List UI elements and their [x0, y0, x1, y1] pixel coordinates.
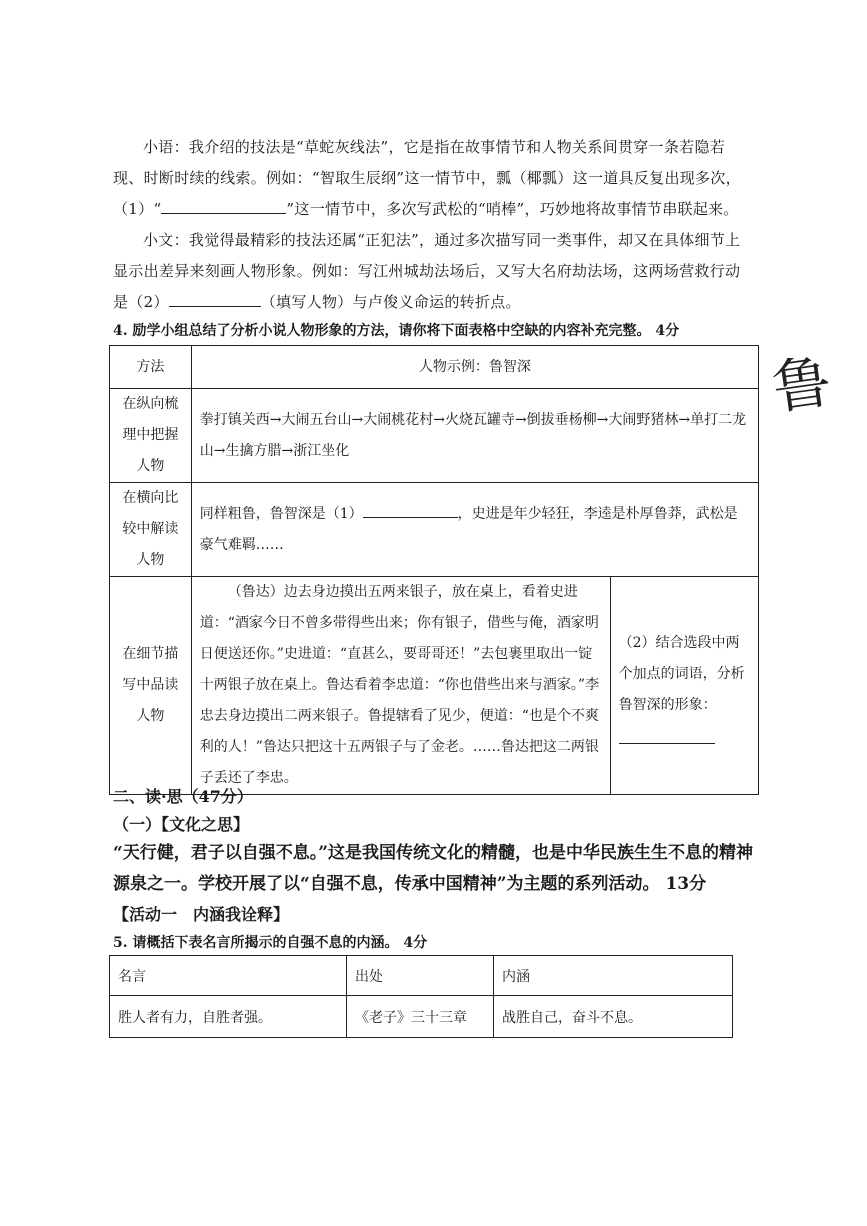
method-table: [109, 345, 759, 795]
row2-text-1: 同样粗鲁，鲁智深是（1）: [199, 505, 363, 522]
answer-blank-2[interactable]: [169, 288, 261, 307]
answer-blank-4[interactable]: [619, 725, 715, 744]
row3-question-cell: [610, 577, 758, 795]
section-title: 二、读·思（47分）: [113, 787, 253, 806]
row3-passage: （鲁达）边去身边摸出五两来银子，放在桌上，看着史进道：“酒家今日不曾多带得些出来；你有银子，借些与俺，酒家明日便送还你。”史进道：“直甚么，要哥哥还！”去包裹里取出一锭十两银子放在桌上。鲁达看着李忠道：“你也借些出来与酒家。”李忠去身边摸出二两来银子。鲁提辖看了见少，便道：“也是个不爽利的人！”鲁达只把这十五两银子与了金老。……鲁达把这二两银子丢还了李忠。: [191, 577, 610, 795]
speaker-xiaoyu: 小语：: [143, 138, 189, 156]
intro-paragraph: “天行健，君子以自强不息。”这是我国传统文化的精髓，也是中华民族生生不息的精神源泉之一。学校开展了以“自强不息，传承中国精神”为主题的系列活动。 13分: [113, 843, 754, 894]
xiaowen-text-2: （填写人物）与卢俊义命运的转折点。: [260, 293, 521, 311]
header-example: 人物示例：鲁智深: [191, 346, 758, 389]
answer-blank-3[interactable]: [363, 499, 458, 518]
header-method: 方法: [110, 346, 192, 389]
table-row: [110, 483, 759, 577]
paragraph-xiaowen: [113, 225, 753, 318]
row1-method: 在纵向梳理中把握人物: [110, 389, 192, 483]
header-meaning: 内涵: [494, 956, 733, 996]
activity-title: 【活动一 内涵我诠释】: [113, 905, 290, 924]
cell-quote: 胜人者有力，自胜者强。: [110, 996, 347, 1038]
paragraph-xiaoyu: [113, 132, 753, 225]
row2-content: [191, 483, 758, 577]
table-header-row: [110, 956, 733, 996]
xiaoyu-text-2: ”这一情节中，多次写武松的“哨棒”，巧妙地将故事情节串联起来。: [286, 200, 739, 218]
speaker-xiaowen: 小文：: [143, 231, 189, 249]
question-4: 4. 励学小组总结了分析小说人物形象的方法，请你将下面表格中空缺的内容补充完整。 4分: [113, 323, 680, 339]
table-header-row: [110, 346, 759, 389]
xiaoyu-text-1: 我介绍的技法是“草蛇灰线法”，它是指在故事情节和人物关系间贯穿一条若隐若现、时断时续的线索。例如：“智取生辰纲”这一情节中，瓢（椰瓢）这一道具反复出现多次，（1）“: [113, 138, 741, 218]
row3-question: （2）结合选段中两个加点的词语，分析鲁智深的形象：: [618, 634, 745, 713]
row1-content: 拳打镇关西→大闹五台山→大闹桃花村→火烧瓦罐寺→倒拔垂杨柳→大闹野猪林→单打二龙山→生擒方腊→浙江坐化: [191, 389, 758, 483]
row2-method: 在横向比较中解读人物: [110, 483, 192, 577]
table-row: [110, 996, 733, 1038]
question-5: 5. 请概括下表名言所揭示的自强不息的内涵。 4分: [113, 935, 428, 951]
header-quote: 名言: [110, 956, 347, 996]
row3-method: 在细节描写中品读人物: [110, 577, 192, 795]
xiaowen-text-1: 我觉得最精彩的技法还属“正犯法”，通过多次描写同一类事件，却又在具体细节上显示出差异来刻画人物形象。例如：写江州城劫法场后，又写大名府劫法场，这两场营救行动是（2）: [113, 231, 741, 311]
cell-source: 《老子》三十三章: [347, 996, 494, 1038]
handwritten-mark: 鲁: [768, 347, 836, 423]
cell-meaning: 战胜自己，奋斗不息。: [494, 996, 733, 1038]
header-source: 出处: [347, 956, 494, 996]
quote-table: [109, 955, 733, 1038]
table-row: [110, 389, 759, 483]
row2-text-2: ，史进是年少轻狂，李逵是朴厚鲁莽，武松是豪气难羁……: [199, 505, 738, 553]
table-row: [110, 577, 759, 795]
answer-blank-1[interactable]: [161, 195, 286, 214]
subsection-title: （一）【文化之思】: [113, 815, 250, 834]
